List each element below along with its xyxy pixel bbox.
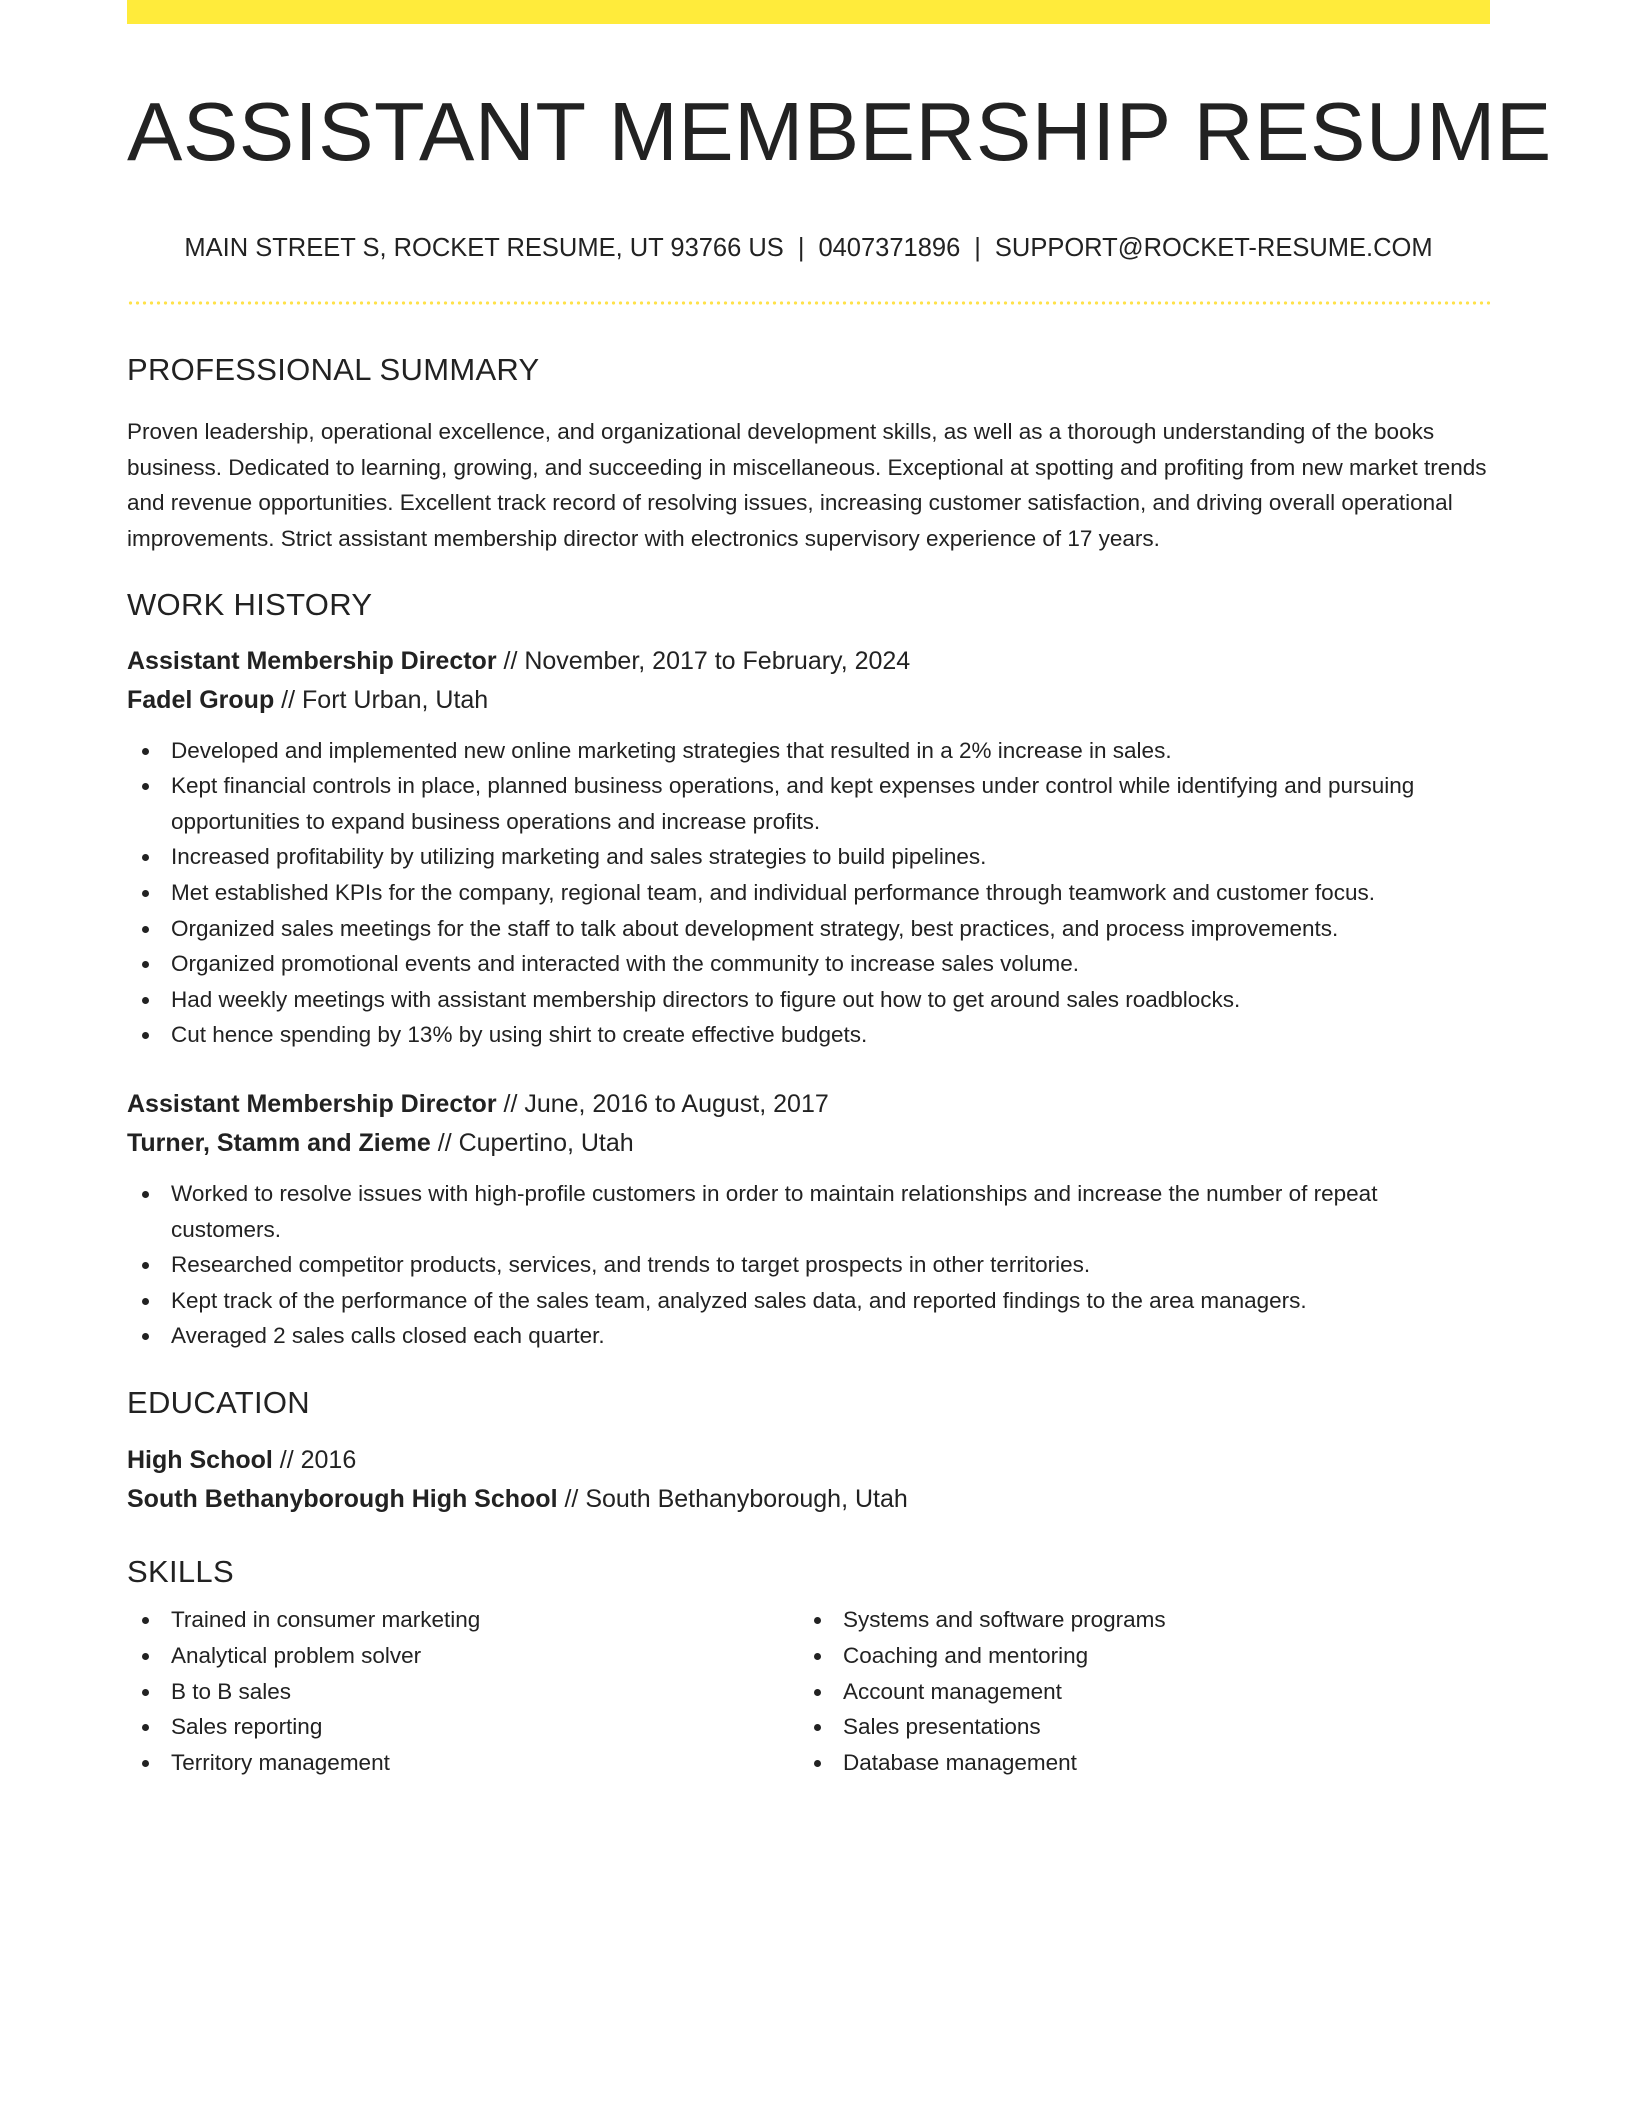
job-bullets <box>127 1176 1490 1354</box>
summary-text: Proven leadership, operational excellence, and organizational development skills, as well as a thorough understanding of the books business. Dedicated to learning, growing, and succeeding in miscellaneous. Exceptional at spotting and profiting from new market trends and revenue opportunities. Excellent track record of resolving issues, increasing customer satisfaction, and driving overall operational improvements. Strict assistant membership director with electronics supervisory experience of 17 years. <box>127 419 1487 551</box>
list-item: Worked to resolve issues with high-profile customers in order to maintain relationships and increase the number of repeat customers. <box>127 1176 1490 1247</box>
skills-right-column <box>799 1602 1471 1780</box>
list-item: Developed and implemented new online marketing strategies that resulted in a 2% increase in sales. <box>127 733 1490 769</box>
list-item: Organized sales meetings for the staff to talk about development strategy, best practices, and process improvements. <box>127 911 1490 947</box>
list-item: Increased profitability by utilizing marketing and sales strategies to build pipelines. <box>127 839 1490 875</box>
resume-page <box>127 0 1552 1780</box>
contact-line <box>127 233 1490 264</box>
work-history-heading: WORK HISTORY <box>127 587 373 623</box>
list-item: Analytical problem solver <box>127 1638 799 1674</box>
skills-grid <box>127 1602 1490 1780</box>
education-school-line <box>127 1480 1490 1519</box>
list-item: Had weekly meetings with assistant membership directors to figure out how to get around sales roadblocks. <box>127 982 1490 1018</box>
contact-email: SUPPORT@ROCKET-RESUME.COM <box>994 234 1433 263</box>
summary-heading: PROFESSIONAL SUMMARY <box>127 351 540 387</box>
job-title-line <box>127 1085 1490 1124</box>
list-item: Kept financial controls in place, planned business operations, and kept expenses under control while identifying and pursuing opportunities to expand business operations and increase profits. <box>127 768 1490 839</box>
list-item: Organized promotional events and interacted with the community to increase sales volume. <box>127 946 1490 982</box>
list-item: Sales reporting <box>127 1709 799 1745</box>
job-company-line <box>127 681 1490 720</box>
resume-title: ASSISTANT MEMBERSHIP RESUME <box>127 85 1552 178</box>
skills-left-column <box>127 1602 799 1780</box>
list-item: Met established KPIs for the company, regional team, and individual performance through teamwork and customer focus. <box>127 875 1490 911</box>
job-bullets <box>127 733 1490 1053</box>
list-item: Trained in consumer marketing <box>127 1602 799 1638</box>
job-dates: // November, 2017 to February, 2024 <box>496 646 911 675</box>
job-company: Fadel Group <box>127 685 275 714</box>
job-company-line <box>127 1124 1490 1163</box>
education-heading: EDUCATION <box>127 1384 310 1420</box>
list-item: Averaged 2 sales calls closed each quarter. <box>127 1318 1490 1354</box>
contact-address: MAIN STREET S, ROCKET RESUME, UT 93766 US <box>184 234 784 263</box>
list-item: Sales presentations <box>799 1709 1471 1745</box>
job-location: // Cupertino, Utah <box>430 1128 634 1157</box>
top-accent-bar <box>127 0 1490 24</box>
list-item: B to B sales <box>127 1674 799 1710</box>
contact-separator: | <box>797 234 805 263</box>
list-item: Kept track of the performance of the sales team, analyzed sales data, and reported findings to the area managers. <box>127 1283 1490 1319</box>
list-item: Cut hence spending by 13% by using shirt to create effective budgets. <box>127 1017 1490 1053</box>
education-location: // South Bethanyborough, Utah <box>557 1485 908 1514</box>
education-degree-line <box>127 1441 1490 1480</box>
list-item: Coaching and mentoring <box>799 1638 1471 1674</box>
job-dates: // June, 2016 to August, 2017 <box>496 1089 829 1118</box>
list-item: Systems and software programs <box>799 1602 1471 1638</box>
job-title: Assistant Membership Director <box>127 646 497 675</box>
education-school: South Bethanyborough High School <box>127 1485 558 1514</box>
contact-phone: 0407371896 <box>818 234 961 263</box>
job-title: Assistant Membership Director <box>127 1089 497 1118</box>
skills-heading: SKILLS <box>127 1554 234 1590</box>
contact-separator: | <box>974 234 981 263</box>
list-item: Database management <box>799 1745 1471 1781</box>
dotted-divider <box>127 301 1490 305</box>
list-item: Account management <box>799 1674 1471 1710</box>
job-location: // Fort Urban, Utah <box>274 685 489 714</box>
job-title-line <box>127 642 1490 681</box>
list-item: Territory management <box>127 1745 799 1781</box>
education-degree: High School <box>127 1446 273 1475</box>
job-company: Turner, Stamm and Zieme <box>127 1128 431 1157</box>
list-item: Researched competitor products, services, and trends to target prospects in other territories. <box>127 1247 1490 1283</box>
education-year: // 2016 <box>272 1446 357 1475</box>
